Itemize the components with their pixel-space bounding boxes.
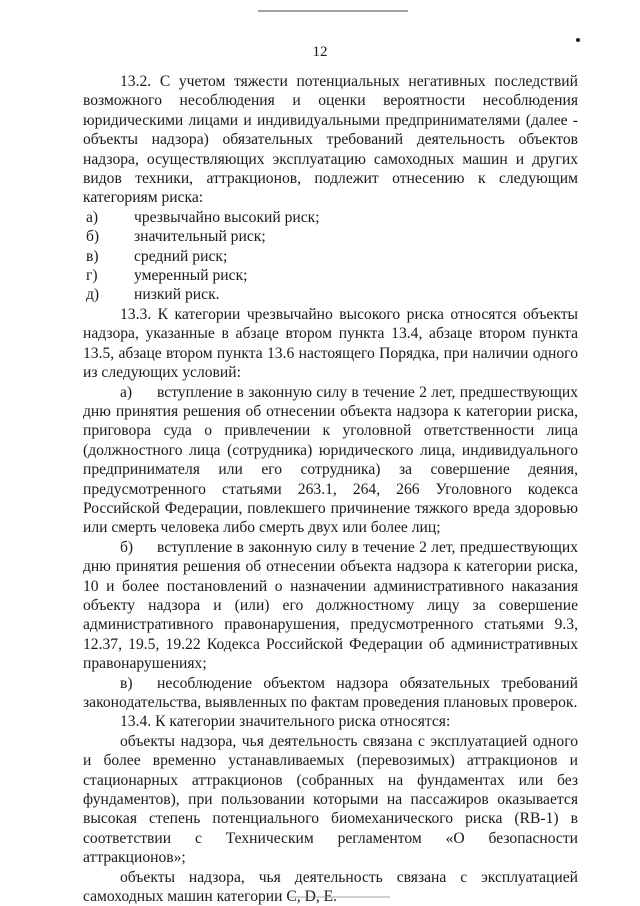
condition-c-label: в) [120, 674, 133, 692]
risk-category-list [83, 208, 578, 305]
document-body [83, 72, 578, 906]
condition-c-text: несоблюдение объектом надзора обязательных требований законодательства, выявленных по фактам проведения плановых проверок. [83, 674, 578, 711]
list-item-text: средний риск; [134, 247, 228, 265]
list-item-text: низкий риск. [134, 286, 220, 304]
condition-a-label: а) [120, 383, 133, 401]
list-item [83, 208, 578, 227]
paragraph-13-4-item-2: объекты надзора, чья деятельность связана с эксплуатацией самоходных машин категории C, D, E. [83, 868, 578, 906]
list-item-letter: г) [86, 267, 98, 285]
paragraph-13-4-item-1: объекты надзора, чья деятельность связана с эксплуатацией одного и более временно устанавливаемых (перевозимых) аттракционов и стационарных аттракционов (собранных на фундаментах или без фундаментов), при пользовании которыми на пассажиров оказывается высокая степень потенциального биомеханического риска (RB-1) в соответствии с Техническим регламентом «О безопасности аттракционов»; [83, 732, 578, 867]
list-item-letter: д) [86, 286, 100, 304]
condition-b-text: вступление в законную силу в течение 2 лет, предшествующих дню принятия решения об отнесении объекта надзора к категории риска, 10 и более постановлений о назначении административного наказания объекту надзора и (или) его должностному лицу за совершение административного правонарушения, предусмотренного статьями 9.3, 12.37, 19.5, 19.22 Кодекса Российской Федерации об административных правонарушениях; [83, 538, 578, 673]
list-item-letter: б) [86, 228, 100, 246]
list-item [83, 285, 578, 304]
condition-a [83, 383, 578, 538]
list-item [83, 247, 578, 266]
scan-artifact-dot [576, 38, 580, 42]
list-item-text: значительный риск; [134, 228, 266, 246]
list-item-text: чрезвычайно высокий риск; [134, 208, 320, 226]
condition-b [83, 538, 578, 674]
condition-c [83, 674, 578, 713]
list-item [83, 266, 578, 285]
list-item-text: умеренный риск; [134, 267, 248, 285]
paragraph-13-2: 13.2. С учетом тяжести потенциальных негативных последствий возможного несоблюдения и оценки вероятности несоблюдения юридическими лицами и индивидуальными предпринимателями (далее - объекты надзора) обязательных требований деятельность объектов надзора, осуществляющих эксплуатацию самоходных машин и других видов техники, аттракционов, подлежит отнесению к следующим категориям риска: [83, 73, 578, 207]
scan-artifact-bottom [290, 896, 390, 898]
list-item [83, 227, 578, 246]
page-number: 12 [312, 44, 328, 60]
list-item-letter: в) [86, 247, 99, 265]
paragraph-13-4: 13.4. К категории значительного риска относятся: [120, 713, 451, 731]
paragraph-13-3: 13.3. К категории чрезвычайно высокого риска относятся объекты надзора, указанные в абзаце втором пункта 13.4, абзаце втором пункта 13.5, абзаце втором пункта 13.6 настоящего Порядка, при наличии одного из следующих условий: [83, 305, 578, 382]
condition-b-label: б) [120, 538, 134, 556]
scan-artifact-top [258, 10, 408, 12]
condition-a-text: вступление в законную силу в течение 2 лет, предшествующих дню принятия решения об отнесении объекта надзора к категории риска, приговора суда о привлечении к уголовной ответственности лица (должностного лица (сотрудника) юридического лица, индивидуального предпринимателя или его сотрудника) за совершение деяния, предусмотренного статьями 263.1, 264, 266 Уголовного кодекса Российской Федерации, повлекшего причинение тяжкого вреда здоровью или смерть человека либо смерть двух или более лиц; [83, 383, 578, 537]
list-item-letter: а) [86, 208, 99, 226]
